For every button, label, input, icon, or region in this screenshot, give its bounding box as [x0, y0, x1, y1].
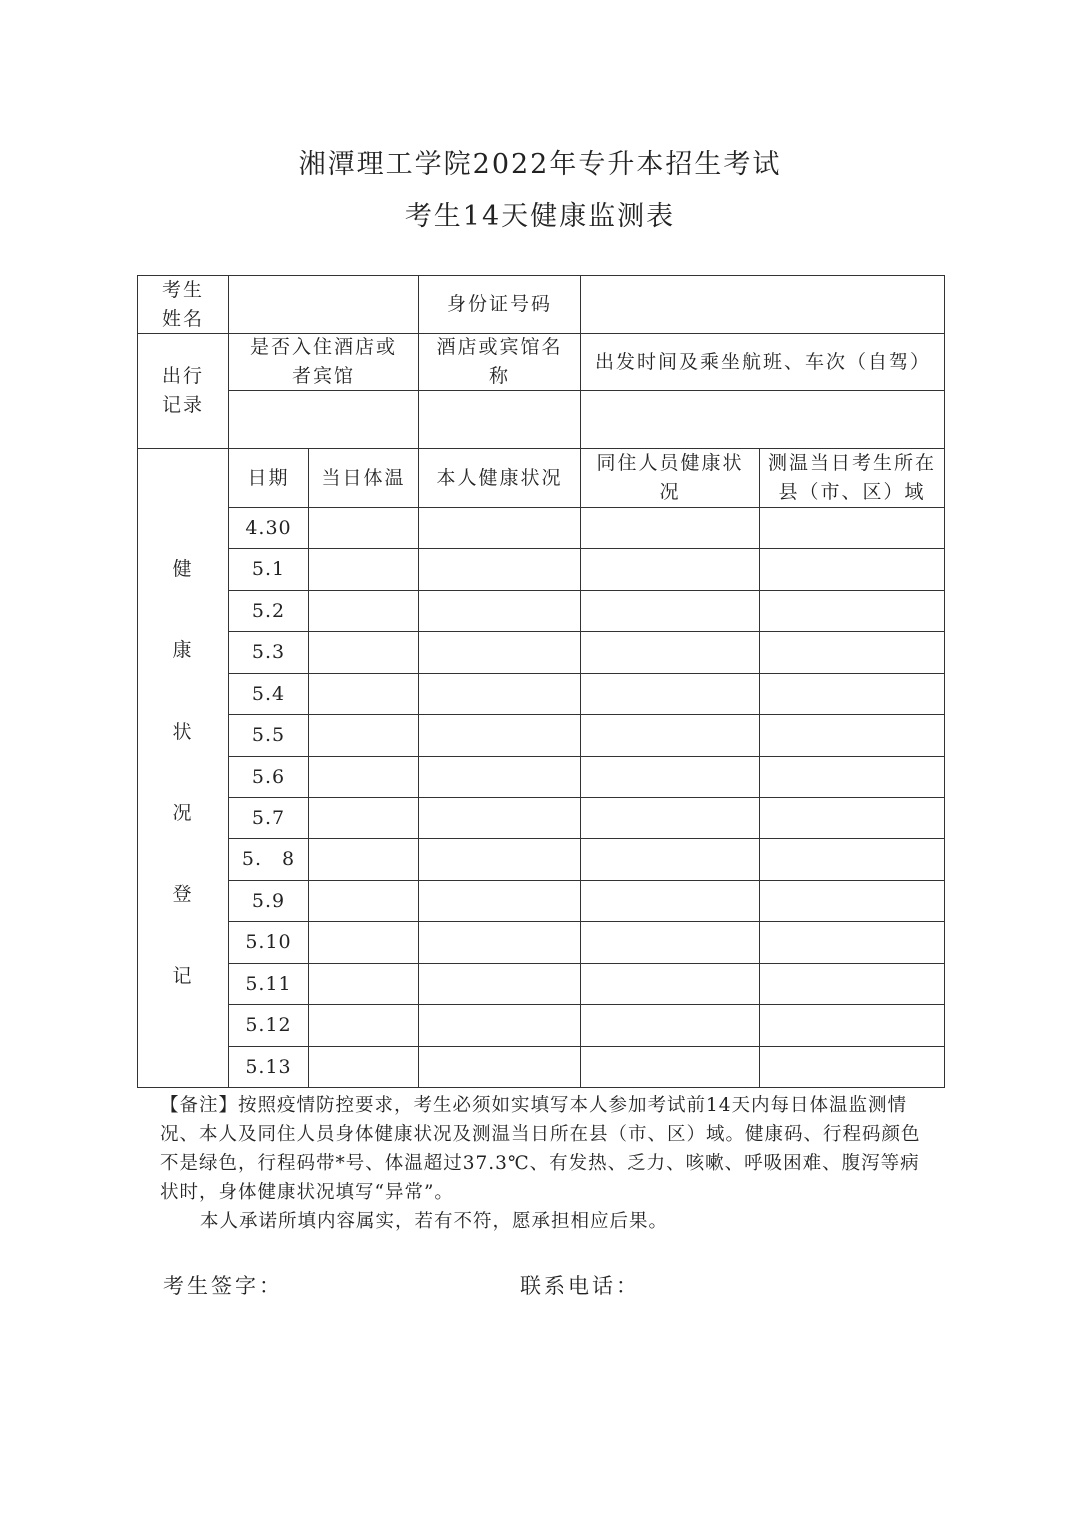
section-label-char: 登	[172, 883, 194, 906]
cohabitant-health-field[interactable]	[580, 921, 760, 964]
cohabitant-health-field[interactable]	[580, 838, 760, 881]
temperature-field[interactable]	[308, 838, 419, 881]
location-field[interactable]	[759, 590, 945, 632]
temperature-header: 当日体温	[308, 448, 419, 508]
self-health-field[interactable]	[418, 797, 581, 839]
cohabitant-health-field[interactable]	[580, 673, 760, 715]
section-label-char: 状	[172, 720, 194, 743]
document-title: 湘潭理工学院2022年专升本招生考试	[298, 149, 782, 180]
date-cell: 4.30	[228, 507, 309, 549]
temperature-field[interactable]	[308, 631, 419, 674]
id-number-label: 身份证号码	[418, 275, 581, 334]
self-health-field[interactable]	[418, 963, 581, 1005]
temperature-field[interactable]	[308, 921, 419, 964]
section-label-char: 况	[172, 802, 194, 825]
temperature-field[interactable]	[308, 673, 419, 715]
location-field[interactable]	[759, 880, 945, 922]
date-cell: 5.5	[228, 714, 309, 757]
date-cell: 5. 8	[228, 838, 309, 881]
temperature-field[interactable]	[308, 590, 419, 632]
cohabitant-health-field[interactable]	[580, 714, 760, 757]
location-field[interactable]	[759, 797, 945, 839]
temperature-field[interactable]	[308, 548, 419, 591]
location-field[interactable]	[759, 673, 945, 715]
self-health-field[interactable]	[418, 548, 581, 591]
name-label: 考生姓名	[137, 275, 229, 334]
location-field[interactable]	[759, 548, 945, 591]
location-field[interactable]	[759, 963, 945, 1005]
hotel-stay-field[interactable]	[228, 390, 419, 449]
temperature-field[interactable]	[308, 797, 419, 839]
pledge-text: 本人承诺所填内容属实，若有不符，愿承担相应后果。	[200, 1211, 669, 1232]
date-cell: 5.7	[228, 797, 309, 839]
self-health-field[interactable]	[418, 507, 581, 549]
self-health-field[interactable]	[418, 756, 581, 798]
departure-info-field[interactable]	[580, 390, 945, 449]
location-field[interactable]	[759, 1046, 945, 1088]
date-cell: 5.6	[228, 756, 309, 798]
temperature-field[interactable]	[308, 507, 419, 549]
date-cell: 5.10	[228, 921, 309, 964]
cohabitant-health-field[interactable]	[580, 963, 760, 1005]
self-health-field[interactable]	[418, 673, 581, 715]
location-field[interactable]	[759, 1004, 945, 1047]
cohabitant-health-field[interactable]	[580, 880, 760, 922]
self-health-field[interactable]	[418, 1004, 581, 1047]
name-field[interactable]	[228, 275, 419, 334]
self-health-field[interactable]	[418, 838, 581, 881]
temperature-field[interactable]	[308, 756, 419, 798]
date-cell: 5.4	[228, 673, 309, 715]
cohabitant-health-field[interactable]	[580, 507, 760, 549]
hotel-name-field[interactable]	[418, 390, 581, 449]
cohabitant-health-field[interactable]	[580, 548, 760, 591]
health-section-label	[137, 448, 229, 1088]
remarks-text: 【备注】按照疫情防控要求，考生必须如实填写本人参加考试前14天内每日体温监测情况、本人及同住人员身体健康状况及测温当日所在县（市、区）域。健康码、行程码颜色不是绿色，行程码带*号、体温超过37.3℃、有发热、乏力、咳嗽、呼吸困难、腹泻等病状时，身体健康状况填写“异常”。	[160, 1095, 921, 1203]
date-cell: 5.1	[228, 548, 309, 591]
self-health-field[interactable]	[418, 921, 581, 964]
temperature-field[interactable]	[308, 880, 419, 922]
date-cell: 5.2	[228, 590, 309, 632]
cohabitant-health-field[interactable]	[580, 1004, 760, 1047]
location-field[interactable]	[759, 631, 945, 674]
date-cell: 5.11	[228, 963, 309, 1005]
self-health-field[interactable]	[418, 631, 581, 674]
location-field[interactable]	[759, 714, 945, 757]
location-field[interactable]	[759, 507, 945, 549]
temperature-field[interactable]	[308, 1004, 419, 1047]
id-number-field[interactable]	[580, 275, 945, 334]
hotel-stay-header: 是否入住酒店或者宾馆	[228, 333, 419, 391]
location-field[interactable]	[759, 756, 945, 798]
section-label-char: 记	[172, 964, 194, 987]
cohabitant-health-header: 同住人员健康状况	[580, 448, 760, 508]
date-cell: 5.9	[228, 880, 309, 922]
date-cell: 5.12	[228, 1004, 309, 1047]
self-health-field[interactable]	[418, 1046, 581, 1088]
cohabitant-health-field[interactable]	[580, 1046, 760, 1088]
self-health-field[interactable]	[418, 714, 581, 757]
location-field[interactable]	[759, 838, 945, 881]
signature-label: 考生签字：	[163, 1274, 283, 1298]
temperature-field[interactable]	[308, 1046, 419, 1088]
hotel-name-header: 酒店或宾馆名称	[418, 333, 581, 391]
cohabitant-health-field[interactable]	[580, 631, 760, 674]
section-label-char: 健	[172, 558, 194, 581]
travel-record-label: 出行记录	[137, 333, 229, 449]
section-label-char: 康	[172, 639, 194, 662]
temperature-field[interactable]	[308, 963, 419, 1005]
date-cell: 5.13	[228, 1046, 309, 1088]
self-health-field[interactable]	[418, 880, 581, 922]
cohabitant-health-field[interactable]	[580, 756, 760, 798]
temperature-field[interactable]	[308, 714, 419, 757]
date-header: 日期	[228, 448, 309, 508]
date-cell: 5.3	[228, 631, 309, 674]
location-header: 测温当日考生所在县（市、区）域	[759, 448, 945, 508]
document-subtitle: 考生14天健康监测表	[404, 201, 676, 232]
self-health-field[interactable]	[418, 590, 581, 632]
cohabitant-health-field[interactable]	[580, 797, 760, 839]
departure-info-header: 出发时间及乘坐航班、车次（自驾）	[580, 333, 945, 391]
phone-label: 联系电话：	[520, 1274, 640, 1298]
cohabitant-health-field[interactable]	[580, 590, 760, 632]
location-field[interactable]	[759, 921, 945, 964]
self-health-header: 本人健康状况	[418, 448, 581, 508]
